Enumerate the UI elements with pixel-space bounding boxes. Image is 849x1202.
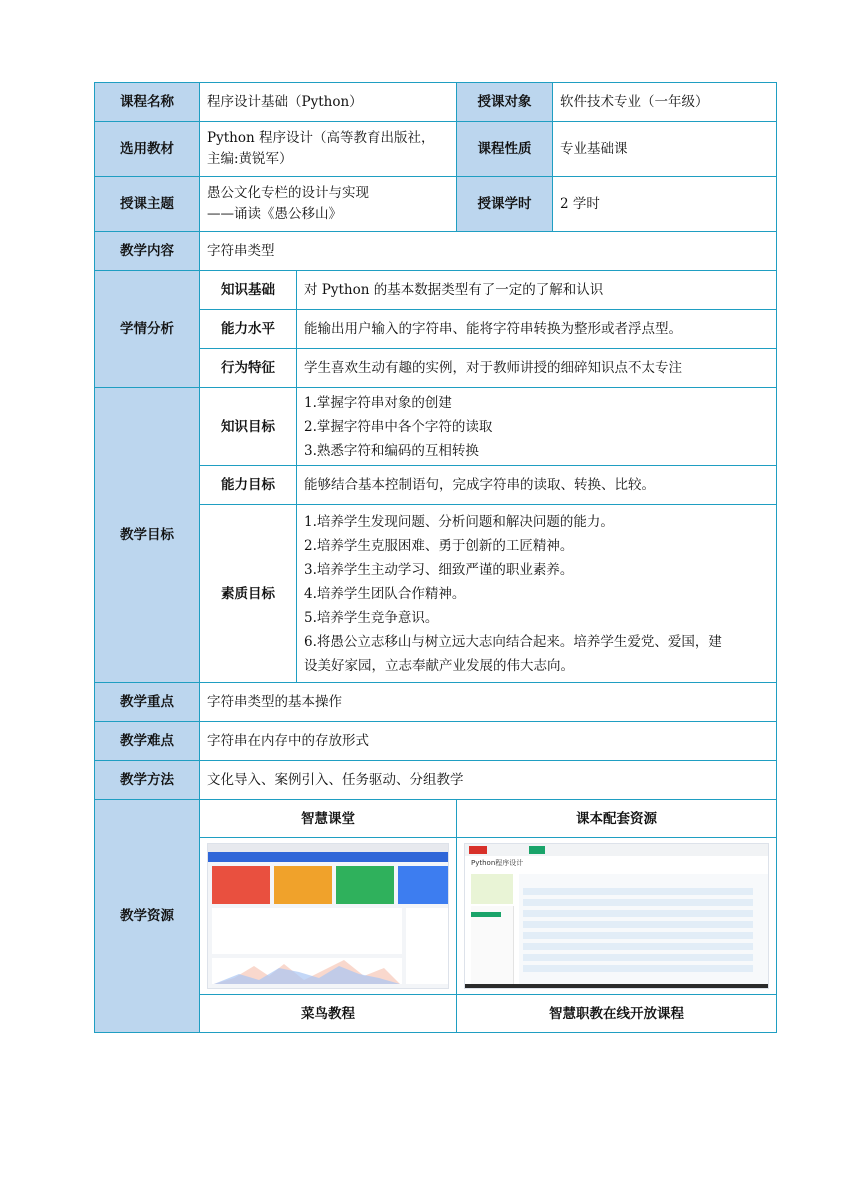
knowledge-goal-line: 1.掌握字符串对象的创建 bbox=[304, 394, 452, 411]
row-content bbox=[95, 232, 777, 271]
hours-label: 授课学时 bbox=[457, 177, 553, 232]
row-knowledge-goal bbox=[95, 388, 777, 466]
analysis-item-label: 知识基础 bbox=[200, 271, 297, 310]
lesson-plan-table bbox=[94, 82, 777, 1033]
row-methods bbox=[95, 761, 777, 800]
analysis-item-value: 能输出用户输入的字符串、能将字符串转换为整形或者浮点型。 bbox=[297, 310, 777, 349]
row-textbook bbox=[95, 122, 777, 177]
knowledge-goal-label: 知识目标 bbox=[200, 388, 297, 466]
ability-goal-label: 能力目标 bbox=[200, 466, 297, 505]
textbook-label: 选用教材 bbox=[95, 122, 200, 177]
knowledge-goal-value bbox=[297, 388, 777, 466]
theme-line: 愚公文化专栏的设计与实现 bbox=[207, 185, 369, 201]
course-name-label: 课程名称 bbox=[95, 83, 200, 122]
theme-value bbox=[200, 177, 457, 232]
ability-goal-value: 能够结合基本控制语句，完成字符串的读取、转换、比较。 bbox=[297, 466, 777, 505]
quality-goal-line: 3.培养学生主动学习、细致严谨的职业素养。 bbox=[304, 561, 574, 578]
resource-course-title: Python程序设计 bbox=[471, 859, 524, 867]
resources-label: 教学资源 bbox=[95, 800, 200, 1033]
row-key-point bbox=[95, 683, 777, 722]
quality-goal-line: 4.培养学生团队合作精神。 bbox=[304, 585, 466, 602]
quality-goal-line: 5.培养学生竞争意识。 bbox=[304, 609, 439, 626]
analysis-item-label: 行为特征 bbox=[200, 349, 297, 388]
row-theme bbox=[95, 177, 777, 232]
quality-goal-value bbox=[297, 505, 777, 683]
audience-value: 软件技术专业（一年级） bbox=[553, 83, 777, 122]
row-course-name bbox=[95, 83, 777, 122]
analysis-item-label: 能力水平 bbox=[200, 310, 297, 349]
analysis-label: 学情分析 bbox=[95, 271, 200, 388]
theme-line: ——诵读《愚公移山》 bbox=[207, 206, 342, 222]
hours-value: 2 学时 bbox=[553, 177, 777, 232]
row-difficulty bbox=[95, 722, 777, 761]
nature-value: 专业基础课 bbox=[553, 122, 777, 177]
key-point-label: 教学重点 bbox=[95, 683, 200, 722]
analysis-item-value: 学生喜欢生动有趣的实例，对于教师讲授的细碎知识点不太专注 bbox=[297, 349, 777, 388]
difficulty-value: 字符串在内存中的存放形式 bbox=[200, 722, 777, 761]
textbook-resources-screenshot-cell bbox=[457, 838, 777, 995]
row-analysis-1 bbox=[95, 271, 777, 310]
resource-icve-title: 智慧职教在线开放课程 bbox=[457, 995, 777, 1033]
methods-value: 文化导入、案例引入、任务驱动、分组教学 bbox=[200, 761, 777, 800]
resource-runoob-title: 菜鸟教程 bbox=[200, 995, 457, 1033]
content-value: 字符串类型 bbox=[200, 232, 777, 271]
knowledge-goal-line: 3.熟悉字符和编码的互相转换 bbox=[304, 442, 479, 459]
resource-textbook-title: 课本配套资源 bbox=[457, 800, 777, 838]
textbook-resources-screenshot bbox=[464, 843, 769, 989]
textbook-line: 主编:黄锐军） bbox=[207, 151, 293, 167]
objectives-label: 教学目标 bbox=[95, 388, 200, 683]
textbook-line: Python 程序设计（高等教育出版社， bbox=[207, 130, 435, 146]
smart-classroom-screenshot-cell bbox=[200, 838, 457, 995]
course-name-value: 程序设计基础（Python） bbox=[200, 83, 457, 122]
resource-smart-classroom-title: 智慧课堂 bbox=[200, 800, 457, 838]
nature-label: 课程性质 bbox=[457, 122, 553, 177]
knowledge-goal-line: 2.掌握字符串中各个字符的读取 bbox=[304, 418, 493, 435]
textbook-value bbox=[200, 122, 457, 177]
quality-goal-line: 6.将愚公立志移山与树立远大志向结合起来。培养学生爱党、爱国，建 bbox=[304, 633, 722, 650]
theme-label: 授课主题 bbox=[95, 177, 200, 232]
quality-goal-line: 设美好家园，立志奉献产业发展的伟大志向。 bbox=[304, 657, 574, 674]
quality-goal-line: 2.培养学生克服困难、勇于创新的工匠精神。 bbox=[304, 537, 574, 554]
audience-label: 授课对象 bbox=[457, 83, 553, 122]
row-resources-head bbox=[95, 800, 777, 838]
quality-goal-label: 素质目标 bbox=[200, 505, 297, 683]
methods-label: 教学方法 bbox=[95, 761, 200, 800]
content-label: 教学内容 bbox=[95, 232, 200, 271]
quality-goal-line: 1.培养学生发现问题、分析问题和解决问题的能力。 bbox=[304, 513, 614, 530]
key-point-value: 字符串类型的基本操作 bbox=[200, 683, 777, 722]
difficulty-label: 教学难点 bbox=[95, 722, 200, 761]
smart-classroom-screenshot bbox=[207, 843, 449, 989]
analysis-item-value: 对 Python 的基本数据类型有了一定的了解和认识 bbox=[297, 271, 777, 310]
